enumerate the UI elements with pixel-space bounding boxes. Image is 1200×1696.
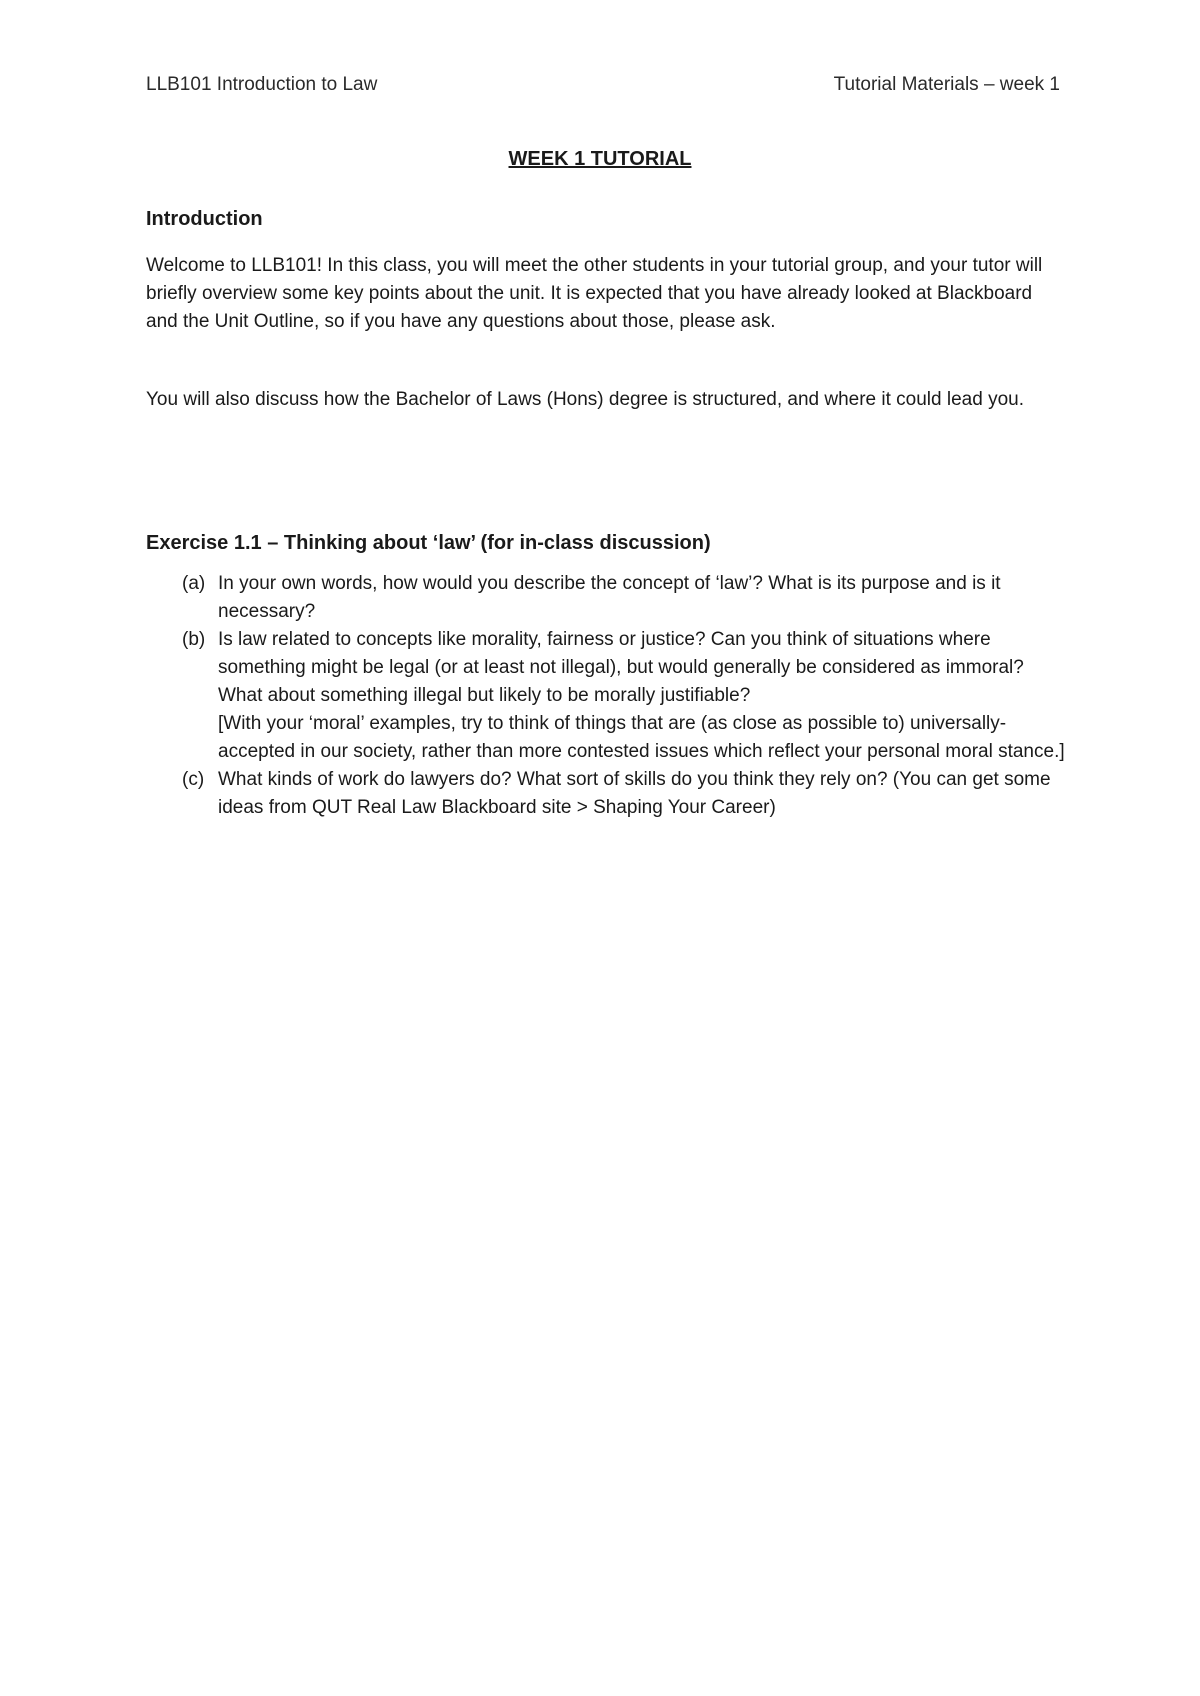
question-text: What kinds of work do lawyers do? What sort of skills do you think they rely on? (You can get some ideas from QUT Real Law Blackboard site > Shaping Your Career) (218, 769, 1051, 818)
header-materials-label: Tutorial Materials – week 1 (833, 74, 1060, 95)
introduction-paragraph-2: You will also discuss how the Bachelor of Laws (Hons) degree is structured, and where it could lead you. (146, 389, 1024, 410)
exercise-question-a (146, 570, 1066, 626)
introduction-heading: Introduction (146, 208, 263, 230)
question-marker: (a) (182, 573, 206, 594)
header-unit-title: LLB101 Introduction to Law (146, 74, 378, 95)
question-text: Is law related to concepts like morality, fairness or justice? Can you think of situations where something might be legal (or at least not illegal), but would generally be considered as immoral? What about something illegal but likely to be morally justifiable? (218, 629, 1024, 706)
question-text: In your own words, how would you describe the concept of ‘law’? What is its purpose and is it necessary? (218, 573, 1001, 622)
exercise-question-b (146, 626, 1066, 766)
page-title: WEEK 1 TUTORIAL (508, 148, 692, 170)
introduction-paragraph-1: Welcome to LLB101! In this class, you will meet the other students in your tutorial group, and your tutor will briefly overview some key points about the unit. It is expected that you have already looked at Blackboard and the Unit Outline, so if you have any questions about those, please ask. (146, 255, 1043, 332)
running-header (146, 74, 1060, 96)
question-marker: (b) (182, 629, 206, 650)
question-marker: (c) (182, 769, 205, 790)
exercise-question-c (146, 766, 1066, 822)
exercise-heading: Exercise 1.1 – Thinking about ‘law’ (for in-class discussion) (146, 532, 711, 554)
question-note: [With your ‘moral’ examples, try to think of things that are (as close as possible to) universally-accepted in our society, rather than more contested issues which reflect your personal moral stance.] (218, 713, 1065, 762)
exercise-question-list (146, 570, 1066, 822)
